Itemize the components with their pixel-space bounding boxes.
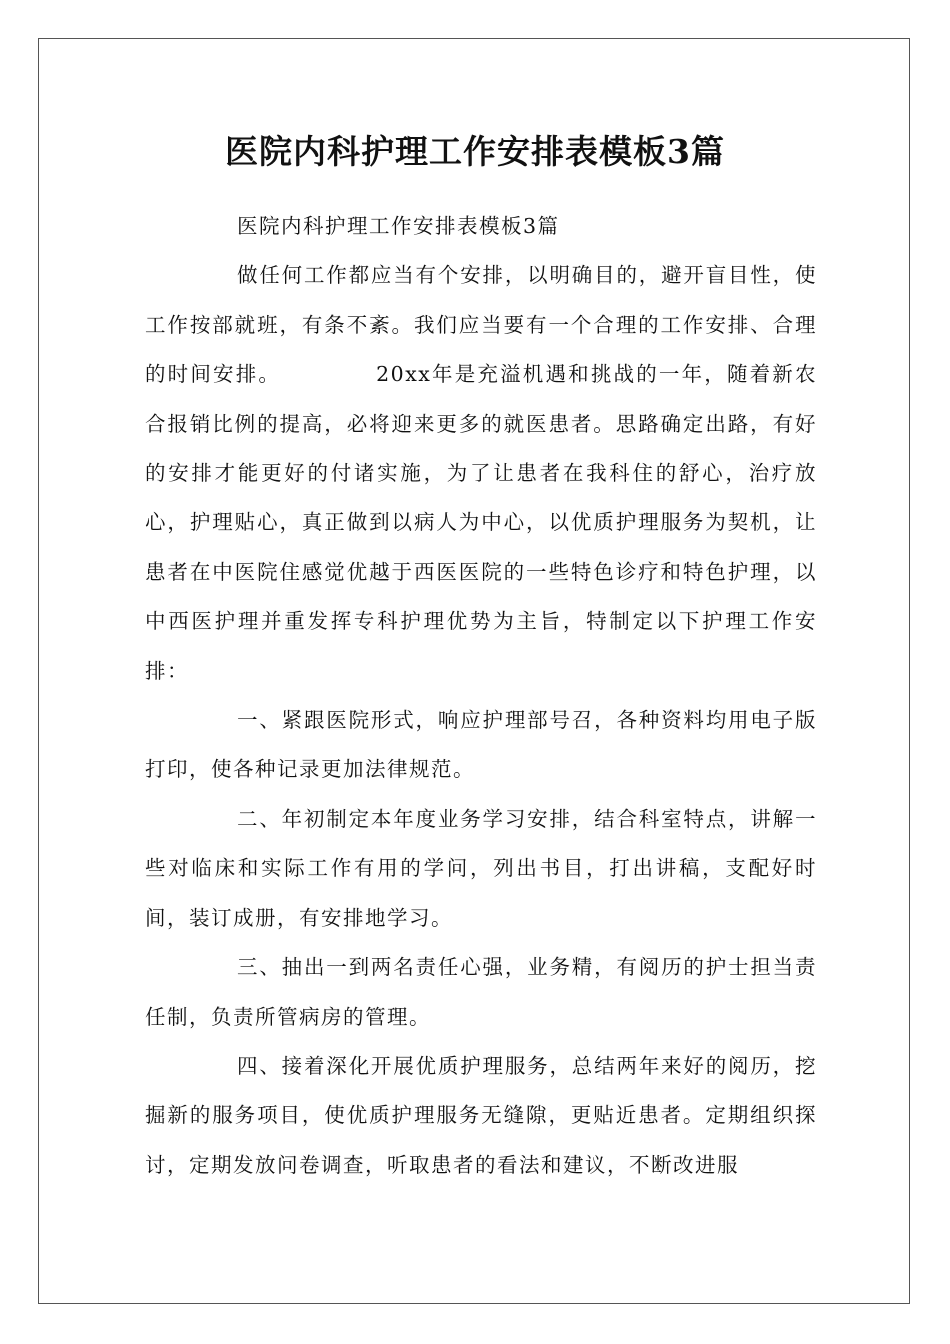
item-paragraph-4: 四、接着深化开展优质护理服务，总结两年来好的阅历，挖掘新的服务项目，使优质护理服务无缝隙，更贴近患者。定期组织探讨，定期发放问卷调查，听取患者的看法和建议，不断改进服 [145, 1053, 817, 1177]
intro-paragraph [145, 251, 817, 696]
intro-text-a: 做任何工作都应当有个安排，以明确目的，避开盲目性，使工作按部就班，有条不紊。我们应当要有一个合理的工作安排、合理的时间安排。 [145, 263, 817, 387]
intro-text-b: 20xx年是充溢机遇和挑战的一年，随着新农合报销比例的提高，必将迎来更多的就医患者。思路确定出路，有好的安排才能更好的付诸实施，为了让患者在我科住的舒心，治疗放心，护理贴心，真正做到以病人为中心，以优质护理服务为契机，让患者在中医院住感觉优越于西医医院的一些特色诊疗和特色护理，以中西医护理并重发挥专科护理优势为主旨，特制定以下护理工作安排： [145, 362, 817, 683]
item-paragraph-1: 一、紧跟医院形式，响应护理部号召，各种资料均用电子版打印，使各种记录更加法律规范。 [145, 708, 817, 782]
document-body [145, 202, 817, 1190]
document-title: 医院内科护理工作安排表模板3篇 [225, 132, 725, 171]
item-paragraph-2: 二、年初制定本年度业务学习安排，结合科室特点，讲解一些对临床和实际工作有用的学问，列出书目，打出讲稿，支配好时间，装订成册，有安排地学习。 [145, 806, 817, 930]
item-paragraph-3: 三、抽出一到两名责任心强，业务精，有阅历的护士担当责任制，负责所管病房的管理。 [145, 955, 817, 1029]
subtitle-paragraph: 医院内科护理工作安排表模板3篇 [237, 214, 560, 238]
